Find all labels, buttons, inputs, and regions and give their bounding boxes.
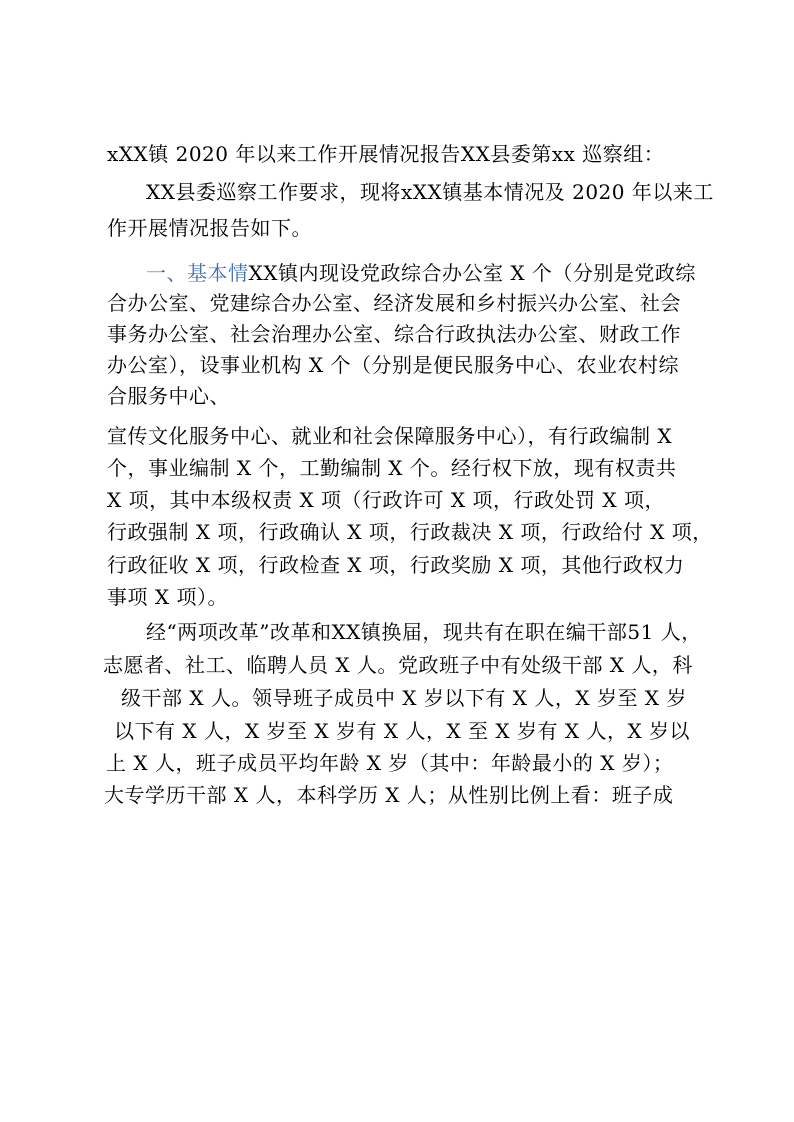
section1-line-6: 个，事业编制 X 个，工勤编制 X 个。经行权下放，现有权责共 — [107, 456, 677, 480]
section2-line-1: 经“两项改革”改革和XX镇换届，现共有在职在编干部51 人， — [146, 620, 702, 644]
section1-line-8: 行政强制 X 项，行政确认 X 项，行政裁决 X 项，行政给付 X 项， — [107, 520, 713, 544]
section1-line-2: 事务办公室、社会治理办公室、综合行政执法办公室、财政工作 — [107, 322, 681, 346]
section2-line-6: 大专学历干部 X 人，本科学历 X 人；从性别比例上看：班子成 — [104, 783, 674, 807]
section1-line-9: 行政征收 X 项，行政检查 X 项，行政奖励 X 项，其他行政权力 — [107, 553, 685, 577]
section1-line-3: 办公室），设事业机构 X 个（分别是便民服务中心、农业农村综 — [107, 353, 679, 377]
section1-line-1: 合办公室、党建综合办公室、经济发展和乡村振兴办公室、社会 — [107, 291, 681, 315]
section1-heading-line — [146, 261, 696, 285]
intro-line-1: XX县委巡察工作要求，现将xXX镇基本情况及 2020 年以来工 — [146, 180, 714, 204]
section1-line-5: 宣传文化服务中心、就业和社会保障服务中心），有行政编制 X — [107, 424, 673, 448]
section1-line-7: X 项，其中本级权责 X 项（行政许可 X 项，行政处罚 X 项， — [107, 488, 665, 512]
section2-line-5: 上 X 人，班子成员平均年龄 X 岁（其中：年龄最小的 X 岁）； — [106, 751, 674, 775]
section1-heading-tail: XX镇内现设党政综合办公室 X 个（分别是党政综 — [248, 261, 696, 285]
section1-line-10: 事项 X 项）。 — [107, 585, 228, 609]
section2-line-4: 以下有 X 人，X 岁至 X 岁有 X 人，X 至 X 岁有 X 人，X 岁以 — [114, 719, 691, 743]
section2-line-2: 志愿者、社工、临聘人员 X 人。党政班子中有处级干部 X 人，科 — [103, 653, 693, 677]
section2-line-3: 级干部 X 人。领导班子成员中 X 岁以下有 X 人，X 岁至 X 岁 — [121, 686, 687, 710]
report-title-line: xXX镇 2020 年以来工作开展情况报告XX县委第xx 巡察组： — [107, 142, 665, 166]
intro-line-2: 作开展情况报告如下。 — [107, 216, 312, 240]
section1-line-4: 合服务中心、 — [107, 384, 230, 408]
section1-heading: 一、基本情 — [146, 261, 249, 285]
